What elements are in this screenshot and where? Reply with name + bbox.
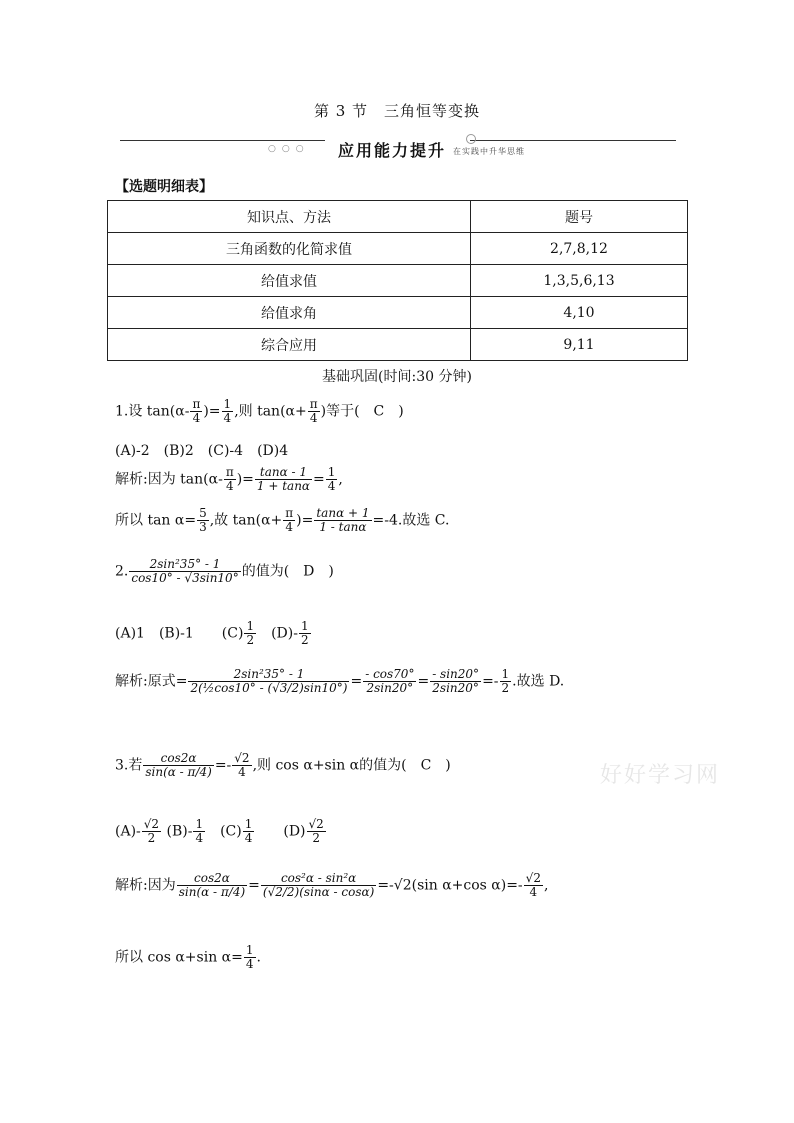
fraction: $\frac{√2}{2}$ (143, 817, 160, 846)
q1-text: ,则 tan(α+ (234, 403, 307, 420)
fraction: $\frac{\text{cos²α - sin²α}}{(√2/2)(\sin\alpha - \cos\alpha)}$ (262, 871, 375, 900)
q1-solution-line1: 解析:因为 tan(α- $\frac{\pi}{4}$ )= $\frac{\tan\alpha - 1}{1 + \tan\alpha}$ = $\frac{1}{4}$ , (115, 465, 343, 494)
fraction: $\frac{- \cos 70^\circ}{2\sin 20^\circ}$ (365, 667, 415, 696)
banner-main-title: 应用能力提升 (338, 141, 447, 160)
fraction: $\frac{\pi}{4}$ (192, 397, 201, 426)
q1-text: )等于( C ) (320, 403, 404, 420)
selection-table-label: 【选题明细表】 (115, 179, 213, 195)
q3-options: (A)- $\frac{√2}{2}$ (B)- $\frac{1}{4}$ (C) $\frac{1}{4}$ (D) $\frac{√2}{2}$ (115, 817, 324, 846)
page-title: 第 3 节 三角恒等变换 (313, 102, 481, 120)
banner-dots-decoration: ○○○ (268, 144, 310, 154)
table-cell: 三角函数的化简求值 (108, 233, 471, 265)
table-row (108, 297, 688, 329)
q3-stem: 3.若 $\frac{\cos 2\alpha}{\sin(\alpha - \pi/4)}$ =- $\frac{√2}{4}$ ,则 cos α+sin α的值为( C ) (115, 751, 451, 780)
fraction: $\frac{1}{4}$ (223, 397, 232, 426)
fraction: $\frac{- \sin 20^\circ}{2\sin 20^\circ}$ (432, 667, 480, 696)
q1-stem (115, 398, 404, 425)
table-cell: 9,11 (471, 329, 688, 361)
table-cell: 给值求值 (108, 265, 471, 297)
fraction: $\frac{\text{2sin²35° - 1}}{\cos 10^\circ - √3\sin 10^\circ}$ (131, 557, 239, 586)
banner-left-rule (120, 140, 325, 141)
banner-right-rule (470, 140, 676, 141)
fraction: $\frac{\tan\alpha + 1}{1 - \tan\alpha}$ (316, 506, 370, 535)
watermark: 好好学习网 (600, 763, 721, 788)
fraction: $\frac{5}{3}$ (199, 506, 207, 535)
q2-solution: 解析:原式= $\frac{\text{2sin²35° - 1}}{\text{2(½cos10° - (√3/2)sin10°)}}$ = $\frac{- \cos 70^\circ}{2\sin 20^\circ}$ = $\frac{- \sin 20^\circ}{2\sin 20^\circ}$ =- $\frac{1}{2}$ .故选 D. (115, 667, 565, 696)
fraction: $\frac{\tan\alpha - 1}{1 + \tan\alpha}$ (256, 465, 311, 494)
table-cell: 4,10 (471, 297, 688, 329)
fraction: $\frac{\cos 2\alpha}{\sin(\alpha - \pi/4)}$ (145, 751, 212, 780)
q1-options: (A)-2 (B)2 (C)-4 (D)4 (115, 443, 289, 459)
section-title: 基础巩固(时间:30 分钟) (322, 369, 472, 385)
table-header-row (108, 201, 688, 233)
fraction: $\frac{1}{2}$ (246, 619, 255, 648)
table-row (108, 329, 688, 361)
table-cell: 综合应用 (108, 329, 471, 361)
fraction: $\frac{√2}{4}$ (234, 751, 250, 780)
table-row (108, 265, 688, 297)
fraction: $\frac{1}{4}$ (195, 817, 204, 846)
fraction: $\frac{\pi}{4}$ (225, 465, 234, 494)
fraction: $\frac{1}{2}$ (300, 619, 309, 648)
table-cell: 2,7,8,12 (471, 233, 688, 265)
banner-circle-decoration (466, 134, 476, 144)
fraction: $\frac{\text{2sin²35° - 1}}{\text{2(½cos10° - (√3/2)sin10°)}}$ (190, 667, 348, 696)
q1-text: 1.设 tan(α- (115, 403, 190, 420)
selection-table (107, 200, 688, 361)
table-header-cell: 知识点、方法 (108, 201, 471, 233)
q3-solution-line2: 所以 cos α+sin α= $\frac{1}{4}$ . (115, 943, 261, 972)
table-header-cell: 题号 (471, 201, 688, 233)
table-row (108, 233, 688, 265)
fraction: $\frac{1}{4}$ (245, 943, 254, 972)
fraction: $\frac{\pi}{4}$ (309, 397, 318, 426)
q2-options: (A)1 (B)-1 (C) $\frac{1}{2}$ (D)- $\frac{1}{2}$ (115, 619, 309, 648)
banner-subtitle: 在实践中升华思维 (453, 147, 525, 156)
fraction: $\frac{√2}{4}$ (525, 871, 541, 900)
q2-stem: 2. $\frac{\text{2sin²35° - 1}}{\cos 10^\circ - √3\sin 10^\circ}$ 的值为( D ) (115, 557, 334, 586)
fraction: $\frac{1}{2}$ (501, 667, 510, 696)
q1-text: )= (203, 403, 221, 420)
section-banner (120, 130, 676, 170)
q3-solution-line1: 解析:因为 $\frac{\cos 2\alpha}{\sin(\alpha - \pi/4)}$ = $\frac{\text{cos²α - sin²α}}{(√2/2)(\sin\alpha - \cos\alpha)}$ =-√2(sin α+cos α)=- $\frac{√2}{4}$ , (115, 871, 549, 900)
fraction: $\frac{1}{4}$ (327, 465, 336, 494)
fraction: $\frac{\cos 2\alpha}{\sin(\alpha - \pi/4)}$ (178, 871, 246, 900)
q1-solution-line2: 所以 tan α= $\frac{5}{3}$ ,故 tan(α+ $\frac{\pi}{4}$ )= $\frac{\tan\alpha + 1}{1 - \tan\alpha}$ =-4.故选 C. (115, 506, 450, 535)
fraction: $\frac{√2}{2}$ (308, 817, 324, 846)
table-cell: 1,3,5,6,13 (471, 265, 688, 297)
fraction: $\frac{\pi}{4}$ (285, 506, 294, 535)
fraction: $\frac{1}{4}$ (244, 817, 253, 846)
table-cell: 给值求角 (108, 297, 471, 329)
